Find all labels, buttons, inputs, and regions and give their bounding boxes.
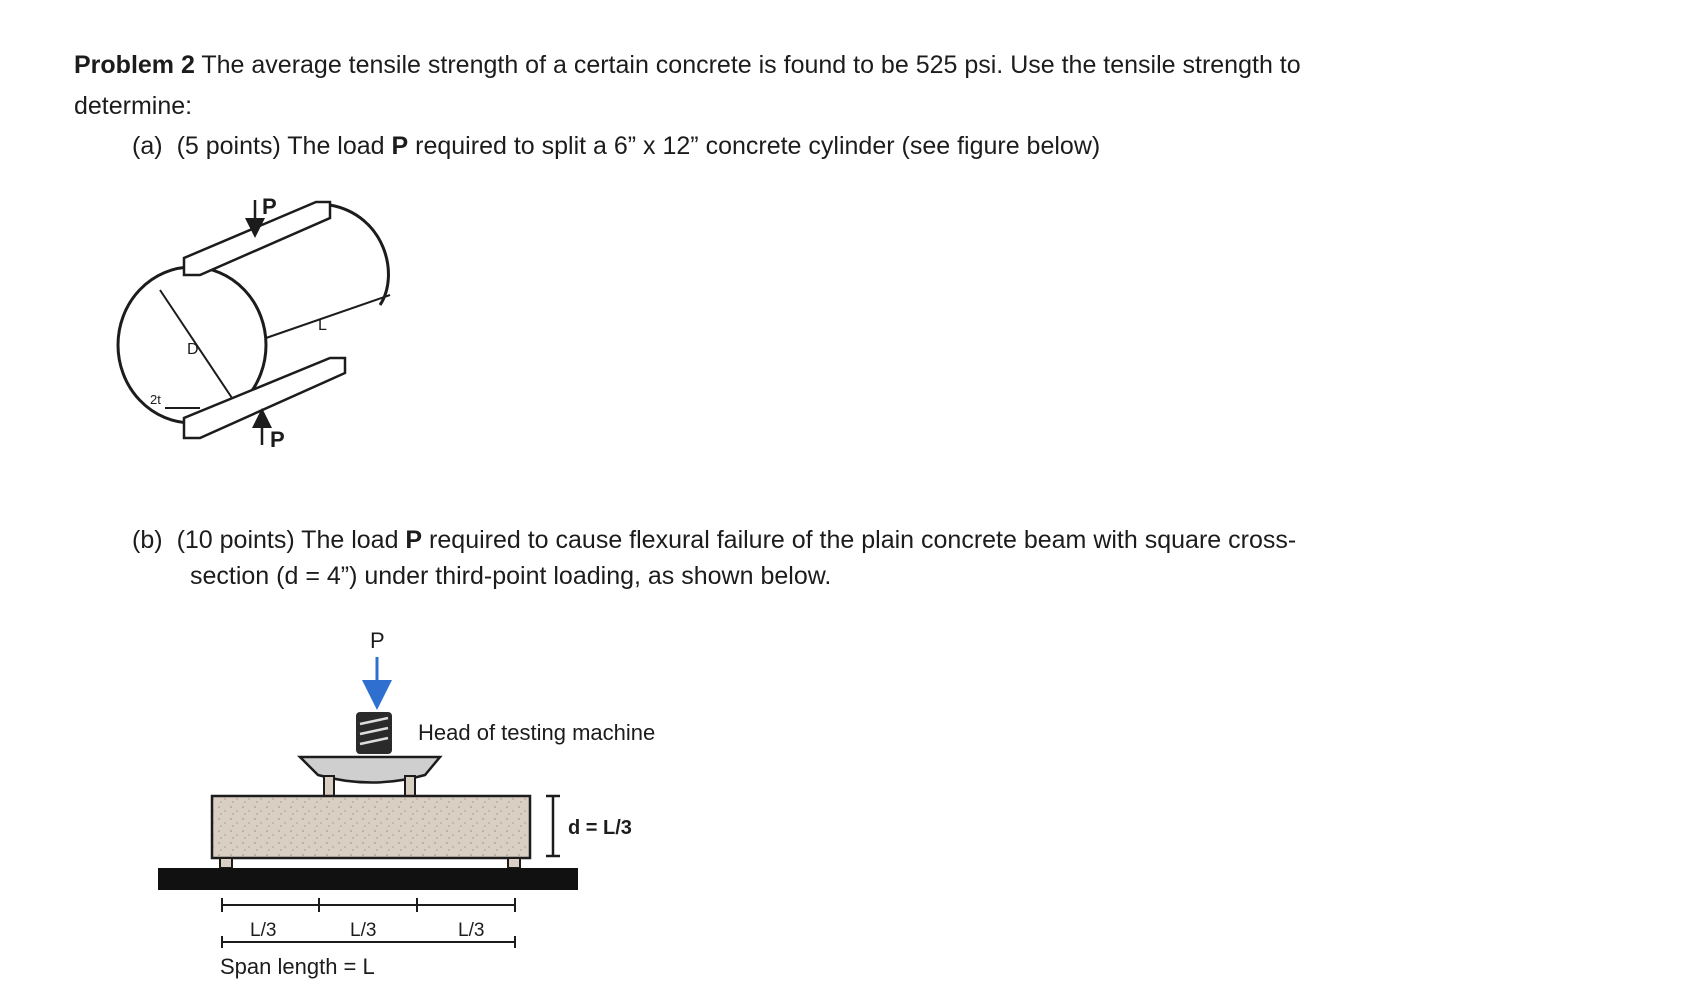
part-a-load-symbol: P <box>391 132 409 160</box>
part-b-points: (10 points) <box>176 526 295 554</box>
support-left <box>220 858 232 868</box>
part-b-text-post: required to cause flexural failure of the plain concrete beam with square cross- <box>422 526 1297 554</box>
beam-load-label: P <box>370 628 385 653</box>
cylinder-diameter-label: D <box>187 341 199 358</box>
loading-yoke <box>300 757 440 783</box>
problem-intro-text: The average tensile strength of a certain concrete is found to be 525 psi. Use the tensile strength to <box>194 51 1301 79</box>
part-b-text-pre: The load <box>294 526 406 554</box>
part-a-text-post: required to split a 6” x 12” concrete cylinder (see figure below) <box>408 132 1101 160</box>
third-length-label-2: L/3 <box>350 920 377 941</box>
third-length-label-3: L/3 <box>458 920 485 941</box>
part-a-label: (a) <box>132 132 163 160</box>
cylinder-strip-label: 2t <box>150 392 161 407</box>
problem-label: Problem 2 <box>74 51 195 79</box>
machine-head-label: Head of testing machine <box>418 720 656 745</box>
part-a-points: (5 points) <box>176 132 281 160</box>
cylinder-length-label: L <box>318 317 327 334</box>
cylinder-bottom-load-label: P <box>270 427 285 452</box>
part-b-load-symbol: P <box>405 526 423 554</box>
depth-label: d = L/3 <box>568 817 632 839</box>
cylinder-top-load-label: P <box>262 194 277 219</box>
load-roller-left <box>324 776 334 796</box>
depth-dimension <box>546 796 560 856</box>
part-b-label: (b) <box>132 526 163 554</box>
part-a-text-pre: The load <box>280 132 392 160</box>
support-right <box>508 858 520 868</box>
part-b-statement-line-2: section (d = 4”) under third-point loading, as shown below. <box>190 562 832 590</box>
third-length-label-1: L/3 <box>250 920 277 941</box>
load-roller-right <box>405 776 415 796</box>
span-length-label: Span length = L <box>220 954 375 979</box>
base-plate <box>158 868 578 890</box>
concrete-beam <box>212 796 530 858</box>
problem-intro-line-2: determine: <box>74 92 193 120</box>
